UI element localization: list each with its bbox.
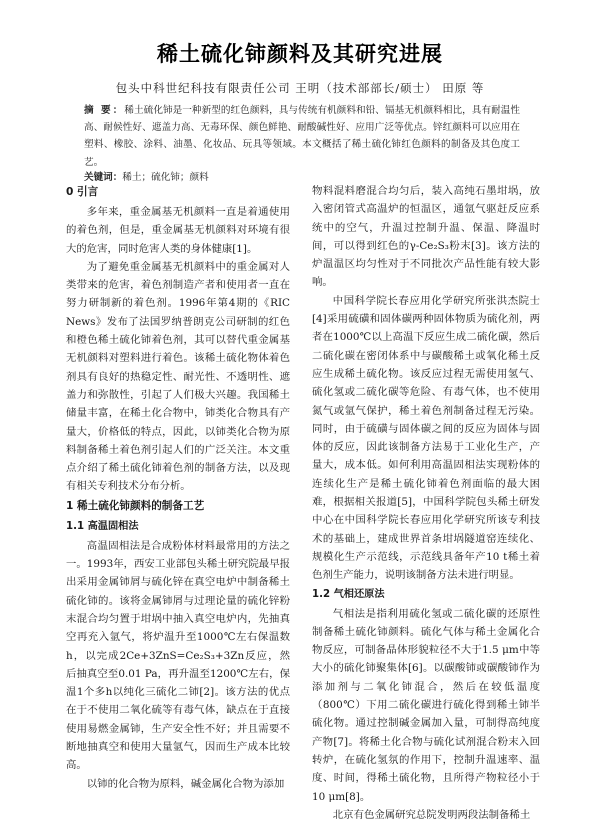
section-1-heading: 1 稀土硫化铈颜料的制备工艺 xyxy=(66,499,205,512)
section-1-1-paragraph-2: 以铈的化合物为原料，碱金属化合物为添加 xyxy=(86,777,285,790)
keywords-text: 稀土；硫化铈；颜料 xyxy=(122,172,209,183)
paper-title: 稀土硫化铈颜料及其研究进展 xyxy=(157,42,443,66)
intro-paragraph-2: 为了避免重金属基无机颜料中的重金属对人类带来的危害，着色剂制造产者和使用者一直在努力研制新的着色剂。1996年第4期的《RIC News》发布了法国罗纳普朗克公司研制的红色和橙色稀土硫化铈着色剂，其可以替代重金属基无机颜料对塑料进行着色。该稀土硫化物体着色剂具有良好的热稳定性、耐光性、不透明性、遮盖力和弥散性，引起了人们极大兴趣。我国稀土储量丰富，在稀土化合物中，铈类化合物具有产量大，价格低的特点，因此，以铈类化合物为原料制备稀土着色剂引起人们的广泛关注。本文重点介绍了稀土硫化铈着色剂的制备方法，以及现有相关专利技术分布分析。 xyxy=(66,260,290,493)
right-paragraph-2: 中国科学院长春应用化学研究所张洪杰院士[4]采用硫磺和固体碳两种固体物质为硫化剂，两者在1000℃以上高温下反应生成二硫化碳，然后二硫化碳在密闭体系中与碳酸稀土或氧化稀土反应生成稀土硫化物。该反应过程无需使用氢气、硫化氢或二硫化碳等危险、有毒气体，也不使用氮气或氩气保护，稀土着色剂制备过程无污染。同时，由于硫磺与固体碳之间的反应为固体与固体的反应，因此该制备方法易于工业化生产，产量大，成本低。如何利用高温固相法实现粉体的连续化生产是稀土硫化铈着色剂面临的最大困难，根据相关报道[5]，中国科学院包头稀土研发中心在中国科学院长春应用化学研究所该专利技术的基础上，建成世界首条坩埚隧道窑连续化、规模化生产示范线，示范线具备年产10 t稀土着色剂生产能力，说明该制备方法未进行明显。 xyxy=(312,294,540,582)
abstract-label: 摘 要： xyxy=(84,105,125,116)
section-1-2-heading: 1.2 气相还原法 xyxy=(312,588,385,600)
keywords-label: 关键词： xyxy=(84,172,123,183)
left-column xyxy=(66,182,290,793)
right-paragraph-3: 气相法是指利用硫化氢或二硫化碳的还原性制备稀土硫化铈颜料。硫化气体与稀土金属化合物反应，可制备晶体形貌粒径不大于1.5 μm中等大小的硫化铈聚集体[6]。以碳酸铈或碳酸铈作为添加剂与二氧化铈混合，然后在较低温度（800℃）下用二硫化碳进行硫化得到稀土铈半硫化物。通过控制碱金属加入量，可制得高纯度产物[7]。将稀土化合物与硫化试剂混合粉末入回转炉，在硫化氢氛的作用下，控制升温速率、温度、时间，得稀土硫化物，且所得产物粒径小于10 μm[8]。 xyxy=(312,607,540,803)
intro-paragraph-1: 多年来，重金属基无机颜料一直是着通使用的着色剂，但是，重金属基无机颜料对环境有很大的危害，同时危害人类的身体健康[1]。 xyxy=(66,206,290,255)
intro-heading: 0 引言 xyxy=(66,186,99,198)
right-paragraph-4: 北京有色金属研究总院发明两段法制备稀土 xyxy=(332,808,531,821)
paper-authors: 包头中科世纪科技有限责任公司 王明（技术部部长/硕士） 田原 等 xyxy=(115,81,485,95)
abstract-block xyxy=(84,102,520,171)
section-1-1-paragraph-1: 高温固相法是合成粉体材料最常用的方法之一。1993年，西安工业部包头稀土研究院最早报出采用金属铈屑与硫化锌在真空电炉中制备稀土硫化铈的。该将金属铈屑与过理论量的硫化锌粉末混合均匀置于坩埚中抽入真空电炉内，先抽真空再充入氩气，将炉温升至1000℃左右保温数h，以完成2Ce+3ZnS=Ce₂S₃+3Zn反应，然后抽真空至0.01 Pa，再升温至1200℃左右，保温1个多h以纯化三硫化二铈[2]。该方法的优点在于不使用二氧化硫等有毒气体，缺点在于直接使用易燃金属铈，生产安全性不好；并且需要不断地抽真空和使用大量氩气，因而生产成本比较高。 xyxy=(66,539,290,772)
right-column xyxy=(312,182,540,824)
section-1-1-heading: 1.1 高温固相法 xyxy=(66,520,139,532)
abstract-text: 稀土硫化铈是一种新型的红色颜料，具与传统有机颜料和铅、镉基无机颜料相比，具有耐温性高、耐候性好、遮盖力高、无毒环保、颜色鲜艳、耐酸碱性好、应用广泛等优点。锌红颜料可以应用在塑料、橡胶、涂料、油墨、化妆品、玩具等领域。本文概括了稀土硫化铈红色颜料的制备及其色度工艺。 xyxy=(84,105,521,168)
right-paragraph-1: 物料混料磨混合均匀后，装入高纯石墨坩埚，放入密闭管式高温炉的恒温区，通氩气驱赶反应系统中的空气，升温过控制升温、保温、降温时间，可以得到红色的γ-Ce₂S₃粉末[3]。该方法的炉温温区均匀性对于不同批次产品性能有较大影响。 xyxy=(312,185,540,289)
